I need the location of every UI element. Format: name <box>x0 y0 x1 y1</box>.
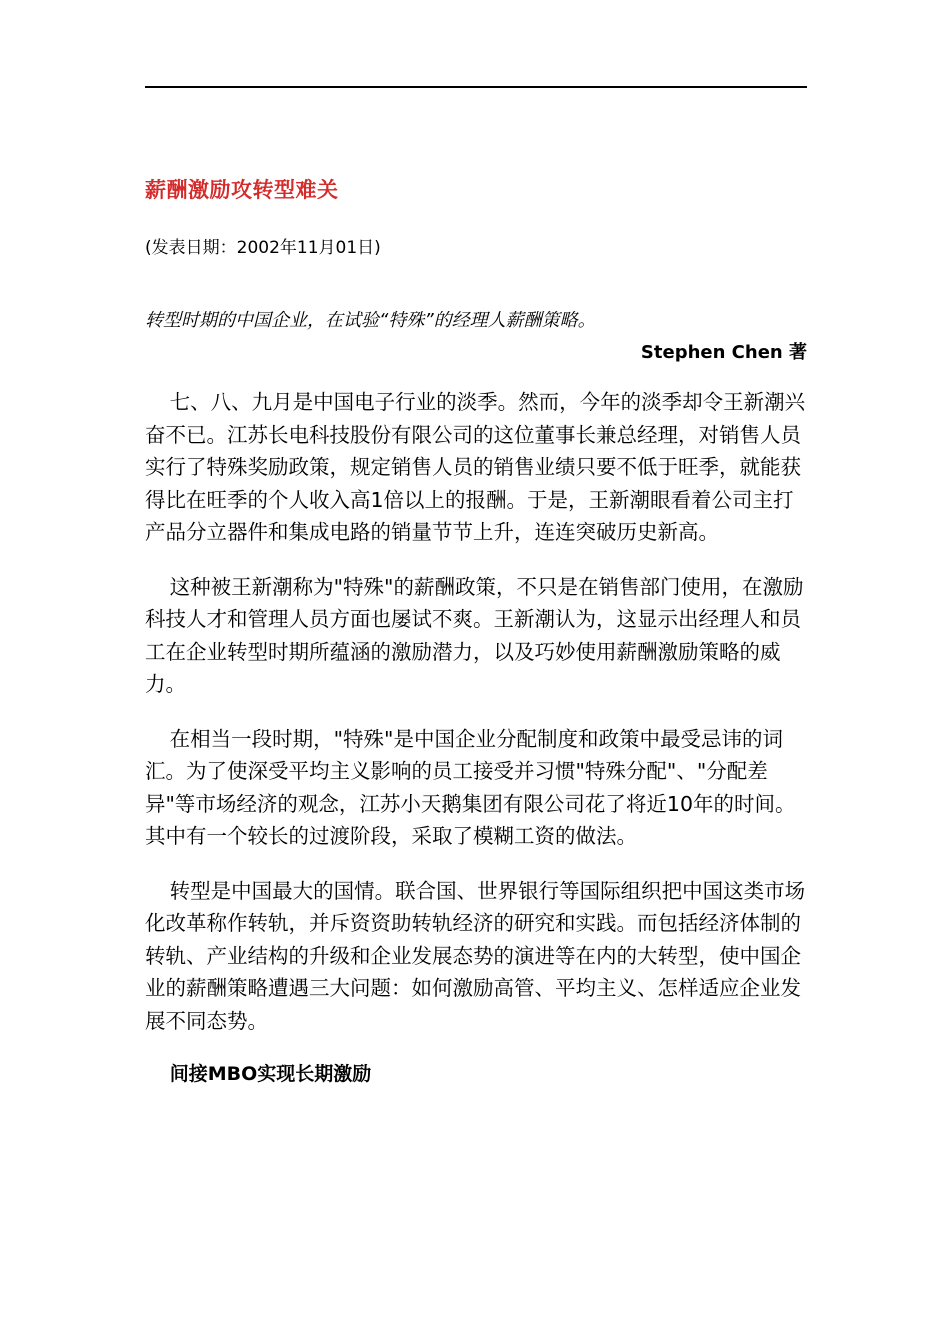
section-subheading: 间接MBO实现长期激励 <box>169 1063 372 1085</box>
paragraph-2: 这种被王新潮称为"特殊"的薪酬政策，不只是在销售部门使用，在激励科技人才和管理人员方面也屡试不爽。王新潮认为，这显示出经理人和员工在企业转型时期所蕴涵的激励潜力，以及巧妙使用薪酬激励策略的威力。 <box>145 574 804 696</box>
article-lead: 转型时期的中国企业，在试验“特殊”的经理人薪酬策略。 <box>145 310 596 331</box>
article-body <box>145 386 807 1089</box>
article-title: 薪酬激励攻转型难关 <box>145 178 339 202</box>
publish-date: (发表日期：2002年11月01日) <box>145 238 381 258</box>
top-divider <box>145 86 807 88</box>
article-author: Stephen Chen 著 <box>640 342 807 363</box>
paragraph-3: 在相当一段时期，"特殊"是中国企业分配制度和政策中最受忌讳的词汇。为了使深受平均主义影响的员工接受并习惯"特殊分配"、"分配差异"等市场经济的观念，江苏小天鹅集团有限公司花了将近10年的时间。其中有一个较长的过渡阶段，采取了模糊工资的做法。 <box>145 726 796 848</box>
paragraph-4: 转型是中国最大的国情。联合国、世界银行等国际组织把中国这类市场化改革称作转轨，并斥资资助转轨经济的研究和实践。而包括经济体制的转轨、产业结构的升级和企业发展态势的演进等在内的大转型，使中国企业的薪酬策略遭遇三大问题：如何激励高管、平均主义、怎样适应企业发展不同态势。 <box>145 878 806 1033</box>
paragraph-1: 七、八、九月是中国电子行业的淡季。然而，今年的淡季却令王新潮兴奋不已。江苏长电科技股份有限公司的这位董事长兼总经理，对销售人员实行了特殊奖励政策，规定销售人员的销售业绩只要不低于旺季，就能获得比在旺季的个人收入高1倍以上的报酬。于是，王新潮眼看着公司主打产品分立器件和集成电路的销量节节上升，连连突破历史新高。 <box>145 390 806 544</box>
